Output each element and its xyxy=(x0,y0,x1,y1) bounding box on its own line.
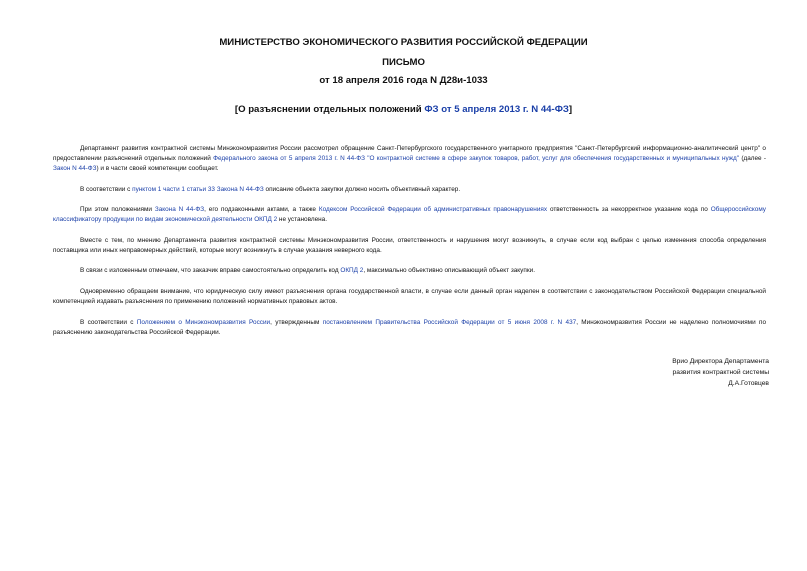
paragraph-text: Департамент развития контрактной системы Минэкономразвития России рассмотрел обращение Санкт-Петербургского государственного унитарного предприятия "Санкт-Петербургский информационно-аналитический центр" о предоставлении разъяснений отдельных положений xyxy=(53,145,766,162)
okpd2-classifier-link[interactable]: Общероссийскому классификатору продукции по видам экономической деятельности ОКПД 2 xyxy=(53,206,766,224)
federal-law-44fz-link[interactable]: Федерального закона от 5 апреля 2013 г. N 44-ФЗ "О контрактной системе в сфере закупок товаров, работ, услуг для обеспечения государственных и муниципальных нужд" xyxy=(213,155,740,162)
paragraph-4 xyxy=(53,236,766,256)
paragraph-text: , его подзаконными актами, а также xyxy=(204,206,319,214)
paragraph-6 xyxy=(53,287,766,307)
paragraph-2 xyxy=(53,185,766,195)
paragraph-text: (далее - xyxy=(739,155,767,162)
paragraph-3 xyxy=(53,205,766,225)
paragraph-1 xyxy=(53,144,766,174)
okpd2-link[interactable]: ОКПД 2 xyxy=(340,267,364,275)
ministry-regulation-link[interactable]: Положением о Минэкономразвития России xyxy=(136,318,271,326)
paragraph-5 xyxy=(53,266,766,276)
subject-text-open: [О разъяснении отдельных положений xyxy=(234,104,425,115)
signature-position: Врио Директора Департамента xyxy=(672,358,769,365)
letter-body xyxy=(53,144,766,348)
document-date-number: от 18 апреля 2016 года N Д28и-1033 xyxy=(319,75,488,86)
article-33-link[interactable]: пунктом 1 части 1 статьи 33 Закона N 44-ФЗ xyxy=(132,185,264,193)
law-44fz-short-link[interactable]: Закон N 44-ФЗ xyxy=(53,165,97,172)
paragraph-text: ) и в части своей компетенции сообщает. xyxy=(96,165,219,172)
paragraph-7 xyxy=(53,318,766,338)
signature-block xyxy=(672,357,769,389)
paragraph-text: описание объекта закупки должно носить объективный характер. xyxy=(263,185,461,193)
subject-text-close: ] xyxy=(568,104,573,115)
subject-law-link[interactable]: ФЗ от 5 апреля 2013 г. N 44-ФЗ xyxy=(424,104,569,115)
document-subject xyxy=(0,104,807,116)
paragraph-text: В связи с изложенным отмечаем, что заказчик вправе самостоятельно определить код xyxy=(80,267,341,275)
paragraph-text: В соответствии с xyxy=(80,318,137,326)
koap-link[interactable]: Кодексом Российской Федерации об административных правонарушениях xyxy=(318,206,548,214)
paragraph-text: Одновременно обращаем внимание, что юридическую силу имеют разъяснения органа государственной власти, в случае если данный орган наделен в соответствии с законодательством Российской Федерации специальной компетенцией издавать разъяснения по применению положений нормативных правовых актов. xyxy=(53,287,766,305)
law-44fz-link[interactable]: Закона N 44-ФЗ xyxy=(154,206,205,214)
paragraph-text: ответственность за некорректное указание кода по xyxy=(547,206,711,214)
signature-name: Д.А.Готовцев xyxy=(728,379,769,387)
paragraph-text: При этом положениями xyxy=(80,206,155,214)
paragraph-text: , утвержденным xyxy=(270,318,323,326)
ministry-heading: МИНИСТЕРСТВО ЭКОНОМИЧЕСКОГО РАЗВИТИЯ РОССИЙСКОЙ ФЕДЕРАЦИИ xyxy=(219,37,588,48)
paragraph-text: , максимально объективно описывающий объект закупки. xyxy=(363,267,535,275)
government-decree-437-link[interactable]: постановлением Правительства Российской Федерации от 5 июня 2008 г. N 437 xyxy=(322,318,577,326)
paragraph-text: Вместе с тем, по мнению Департамента развития контрактной системы Минэкономразвития России, ответственность и нарушения могут возникнуть, в случае если код выбран с целью изменения способа определения поставщика или иных неправомерных действий, которые могут возникнуть в случае указания неверного кода. xyxy=(53,236,766,254)
document-type: ПИСЬМО xyxy=(382,57,425,68)
paragraph-text: В соответствии с xyxy=(80,185,133,193)
paragraph-text: , Минэкономразвития России не наделено полномочиями по разъяснению законодательства Российской Федерации. xyxy=(53,318,766,336)
paragraph-text: не установлена. xyxy=(277,216,327,224)
signature-department: развития контрактной системы xyxy=(672,368,769,376)
